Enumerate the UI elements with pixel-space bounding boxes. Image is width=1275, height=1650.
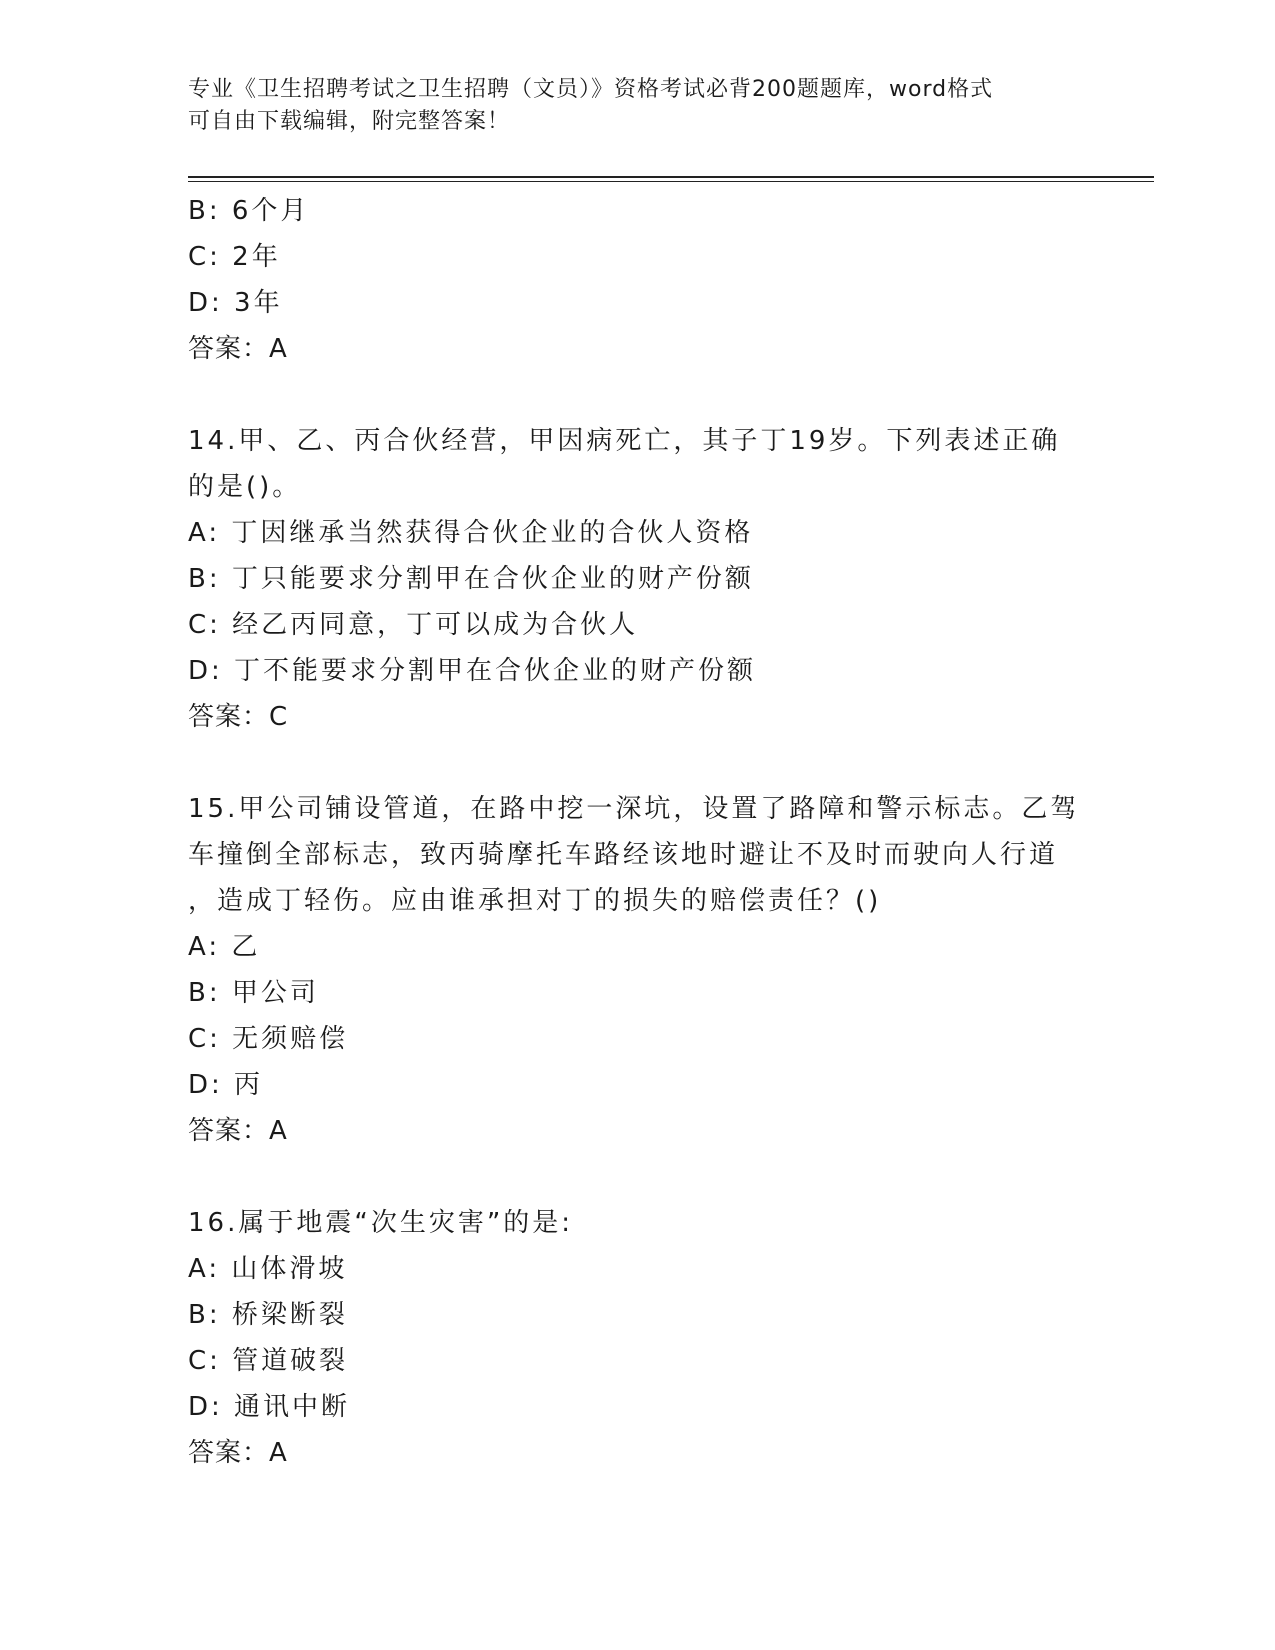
header-line-1: 专业《卫生招聘考试之卫生招聘（文员）》资格考试必背200题题库，word格式 [188,77,994,102]
question-text-line: 14.甲、乙、丙合伙经营，甲因病死亡，其子丁19岁。下列表述正确 [188,426,1061,456]
answer: 答案：C [188,702,289,732]
option-b: B: 丁只能要求分割甲在合伙企业的财产份额 [188,564,754,594]
question-text-line: 的是()。 [188,472,302,502]
option-c: C: 经乙丙同意，丁可以成为合伙人 [188,610,639,640]
option-b: B: 桥梁断裂 [188,1300,348,1330]
option-c: C: 2年 [188,242,281,272]
option-d: D: 通讯中断 [188,1392,351,1422]
question-list [188,188,1088,1476]
answer: 答案：A [188,334,288,364]
question-13-tail [188,188,1088,372]
question-14 [188,418,1088,740]
question-16 [188,1200,1088,1476]
header-line-2: 可自由下载编辑，附完整答案！ [188,109,511,134]
answer: 答案：A [188,1438,288,1468]
header-rule-thick [188,176,1154,178]
answer: 答案：A [188,1116,288,1146]
question-text-line: ，造成丁轻伤。应由谁承担对丁的损失的赔偿责任？() [188,886,882,916]
question-text-line: 16.属于地震“次生灾害”的是: [188,1208,574,1238]
option-c: C: 管道破裂 [188,1346,349,1376]
question-text-line: 15.甲公司铺设管道，在路中挖一深坑，设置了路障和警示标志。乙驾 [188,794,1080,824]
option-d: D: 3年 [188,288,283,318]
option-a: A: 丁因继承当然获得合伙企业的合伙人资格 [188,518,754,548]
option-b: B: 甲公司 [188,978,319,1008]
option-c: C: 无须赔偿 [188,1024,349,1054]
option-a: A: 山体滑坡 [188,1254,348,1284]
question-15 [188,786,1088,1154]
option-d: D: 丁不能要求分割甲在合伙企业的财产份额 [188,656,757,686]
option-b: B: 6个月 [188,196,310,226]
option-d: D: 丙 [188,1070,264,1100]
document-header [188,74,1068,138]
header-rule-thin [188,181,1154,182]
option-a: A: 乙 [188,932,261,962]
question-text-line: 车撞倒全部标志，致丙骑摩托车路经该地时避让不及时而驶向人行道 [188,840,1059,870]
